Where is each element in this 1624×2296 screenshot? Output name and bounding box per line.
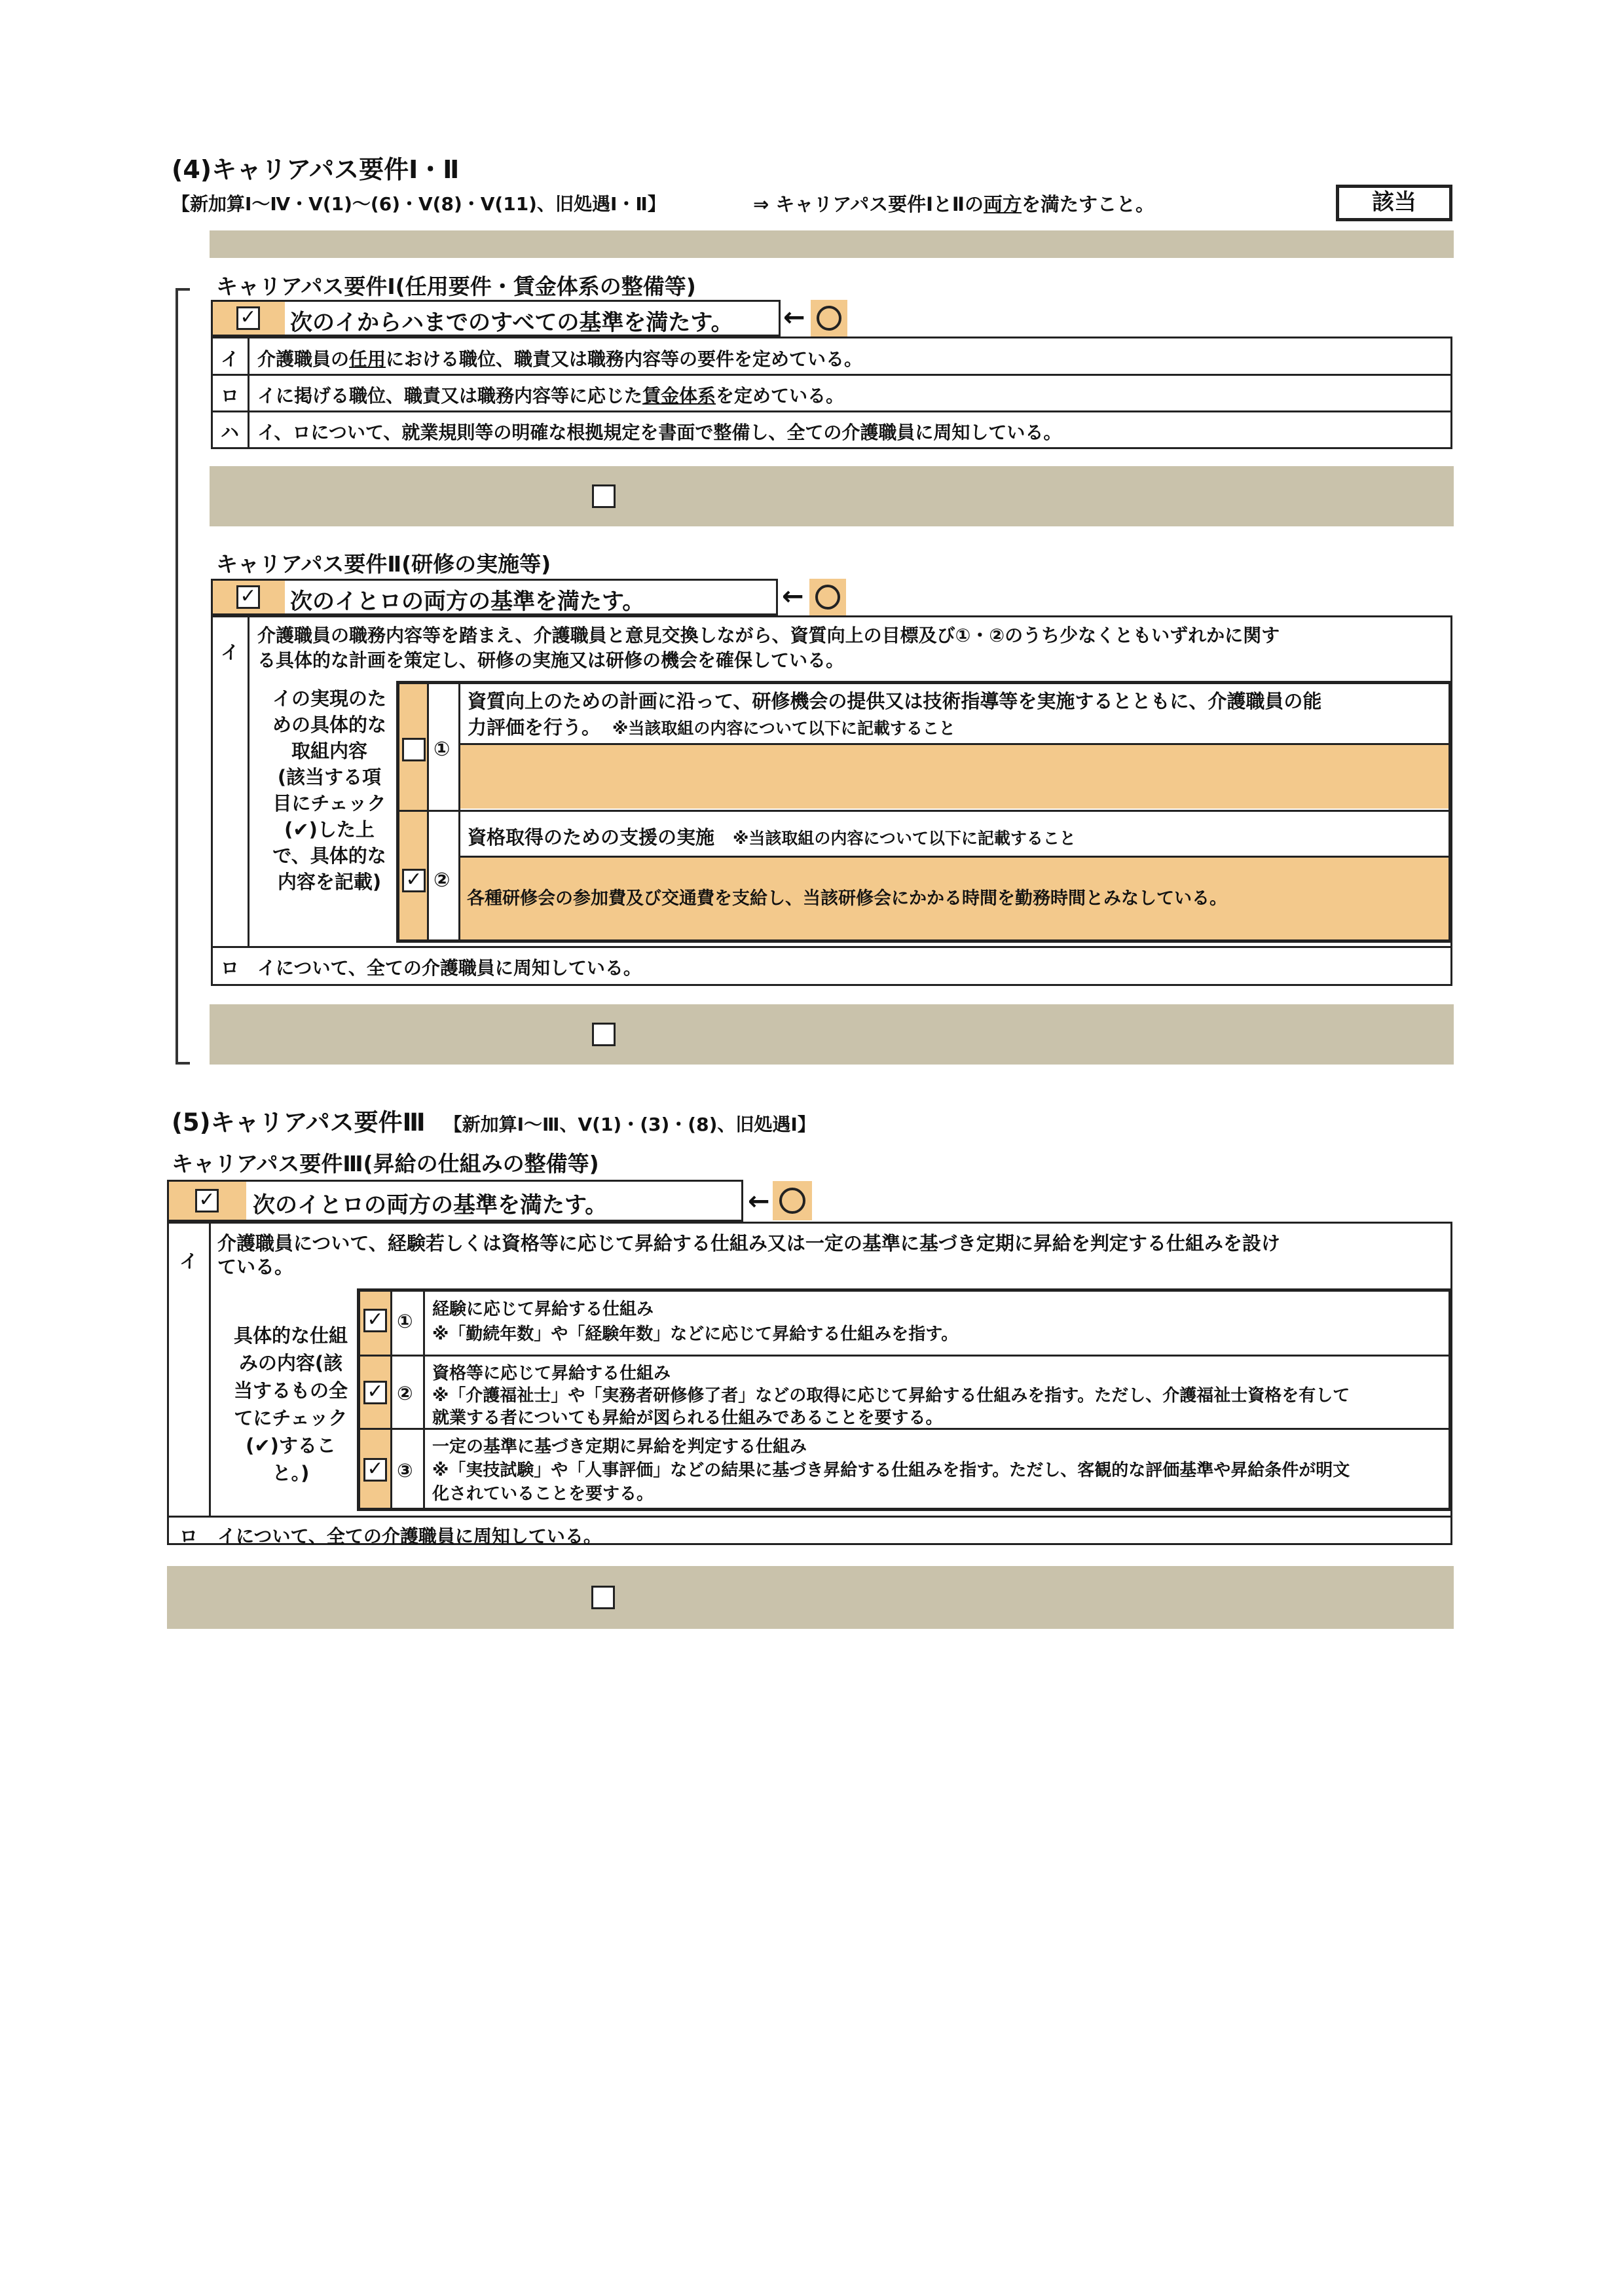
req3-item3-line3: 化されていることを要する。	[432, 1484, 654, 1504]
req2-item2-detail[interactable]: 各種研修会の参加費及び交通費を支給し、当該研修会にかかる時間を勤務時間とみなしている。	[460, 856, 1449, 939]
req3-item2-line2: ※「介護福祉士」や「実務者研修修了者」などの取得に応じて昇給する仕組みを指す。ただし、介護福祉士資格を有して	[432, 1386, 1350, 1406]
section-4-applicable: 【新加算Ⅰ～Ⅳ・Ⅴ(1)～(6)・Ⅴ(8)・Ⅴ(11)、旧処遇Ⅰ・Ⅱ】	[172, 193, 666, 215]
req2-result-cell	[809, 579, 846, 615]
req1-checkbox[interactable]: ✓	[236, 306, 260, 330]
req1-arrow-icon: ←	[783, 302, 805, 333]
req2-i-text: る具体的な計画を策定し、研修の実施又は研修の機会を確保している。	[257, 649, 845, 671]
req2-title: キャリアパス要件Ⅱ(研修の実施等)	[216, 551, 551, 577]
req3-item2-checkbox[interactable]: ✓	[363, 1381, 387, 1404]
req3-result-cell	[773, 1181, 812, 1220]
req2-item1-num: ①	[434, 738, 451, 761]
req1-result-cell	[811, 300, 847, 337]
section-4-title: (4)キャリアパス要件Ⅰ・Ⅱ	[172, 155, 460, 184]
req3-item1-line2: ※「勤続年数」や「経験年数」などに応じて昇給する仕組みを指す。	[432, 1324, 959, 1344]
status-box: 該当	[1336, 185, 1452, 221]
req2-item2-line1: 資格取得のための支援の実施 ※当該取組の内容について以下に記載すること	[468, 826, 1076, 848]
req3-items-table	[357, 1288, 1452, 1511]
req3-item1-num: ①	[397, 1310, 413, 1332]
req1-title: キャリアパス要件Ⅰ(任用要件・賃金体系の整備等)	[216, 274, 696, 299]
req3-item2-line1: 資格等に応じて昇給する仕組み	[432, 1364, 671, 1383]
req3-item1-line1: 経験に応じて昇給する仕組み	[432, 1300, 654, 1319]
req2-check-label: 次のイとロの両方の基準を満たす。	[290, 589, 645, 615]
req1-row-key: ロ	[221, 385, 240, 407]
req2-result-bar	[210, 1004, 1454, 1065]
req2-arrow-icon: ←	[782, 581, 804, 611]
req3-side-label: 具体的な仕組 みの内容(該 当するもの全 てにチェック (✔)するこ と。)	[233, 1324, 348, 1484]
req2-items-table	[396, 681, 1452, 943]
req2-ro-text: イについて、全ての介護職員に周知している。	[257, 957, 642, 979]
req1-row-text: イ、ロについて、就業規則等の明確な根拠規定を書面で整備し、全ての介護職員に周知している。	[257, 422, 1062, 443]
req2-checkbox[interactable]: ✓	[236, 585, 260, 609]
req3-i-text: 介護職員について、経験若しくは資格等に応じて昇給する仕組み又は一定の基準に基づき定期に昇給を判定する仕組みを設け	[217, 1232, 1280, 1254]
req3-result-bar	[167, 1566, 1454, 1629]
req2-item2-num: ②	[434, 869, 451, 892]
req3-item3-num: ③	[397, 1459, 413, 1482]
req3-i-text: ている。	[217, 1256, 294, 1278]
req2-result-checkbox[interactable]	[592, 1023, 616, 1046]
req2-item1-line2: 力評価を行う。 ※当該取組の内容について以下に記載すること	[468, 716, 955, 738]
req3-item2-line3: 就業する者についても昇給が図られる仕組みであることを要する。	[432, 1408, 943, 1428]
section-4-divider-bar	[210, 230, 1454, 258]
req3-check-row	[167, 1180, 743, 1222]
req1-row-text: イに掲げる職位、職責又は職務内容等に応じた賃金体系を定めている。	[257, 385, 845, 407]
req3-item3-checkbox[interactable]: ✓	[363, 1458, 387, 1482]
req1-result-checkbox[interactable]	[592, 484, 616, 508]
req2-i-text: 介護職員の職務内容等を踏まえ、介護職員と意見交換しながら、資質向上の目標及び①・②のうち少なくともいずれかに関す	[257, 625, 1280, 646]
req2-check-row	[211, 579, 778, 615]
req3-item1-checkbox[interactable]: ✓	[363, 1309, 387, 1332]
req3-checkbox[interactable]: ✓	[195, 1189, 219, 1212]
req3-ro-text: イについて、全ての介護職員に周知している。	[217, 1525, 602, 1547]
req2-side-label: イの実現のた めの具体的な 取組内容 (該当する項 目にチェック (✔)した上 で、具体的な 内容を記載)	[272, 687, 386, 893]
req3-ro-key: ロ	[179, 1525, 198, 1547]
section-5-title: (5)キャリアパス要件Ⅲ 【新加算Ⅰ～Ⅲ、Ⅴ(1)・(3)・(8)、旧処遇Ⅰ】	[172, 1108, 816, 1137]
req3-arrow-icon: ←	[748, 1186, 770, 1216]
req3-title: キャリアパス要件Ⅲ(昇給の仕組みの整備等)	[172, 1151, 599, 1176]
circle-icon	[817, 306, 841, 331]
circle-icon	[815, 585, 840, 610]
req2-ro-key: ロ	[221, 957, 240, 979]
req3-result-checkbox[interactable]	[591, 1586, 615, 1609]
req3-i-key: イ	[179, 1250, 198, 1272]
req1-row-text: 介護職員の任用における職位、職責又は職務内容等の要件を定めている。	[257, 348, 863, 370]
circle-icon	[779, 1188, 805, 1214]
req2-item1-detail[interactable]	[460, 743, 1449, 809]
req3-check-label: 次のイとロの両方の基準を満たす。	[253, 1192, 608, 1218]
req2-item1-line1: 資質向上のための計画に沿って、研修機会の提供又は技術指導等を実施するとともに、介護職員の能	[468, 690, 1322, 712]
req1-criteria-table	[211, 337, 1452, 449]
req3-item2-num: ②	[397, 1382, 413, 1404]
req1-result-bar	[210, 466, 1454, 526]
req3-item3-line2: ※「実技試験」や「人事評価」などの結果に基づき昇給する仕組みを指す。ただし、客観的な評価基準や昇給条件が明文	[432, 1461, 1350, 1480]
section-4-requirement-note: ⇒ キャリアパス要件ⅠとⅡの両方を満たすこと。	[753, 193, 1154, 215]
req2-i-key: イ	[221, 642, 240, 663]
req1-check-row	[211, 300, 781, 337]
req1-check-label: 次のイからハまでのすべての基準を満たす。	[290, 310, 733, 336]
req1-row-key: イ	[221, 348, 240, 370]
section-4-bracket	[175, 288, 190, 1065]
req3-item3-line1: 一定の基準に基づき定期に昇給を判定する仕組み	[432, 1437, 807, 1457]
req2-item2-checkbox[interactable]: ✓	[402, 869, 426, 892]
req1-row-key: ハ	[221, 422, 240, 443]
req2-item1-checkbox[interactable]	[402, 738, 426, 761]
